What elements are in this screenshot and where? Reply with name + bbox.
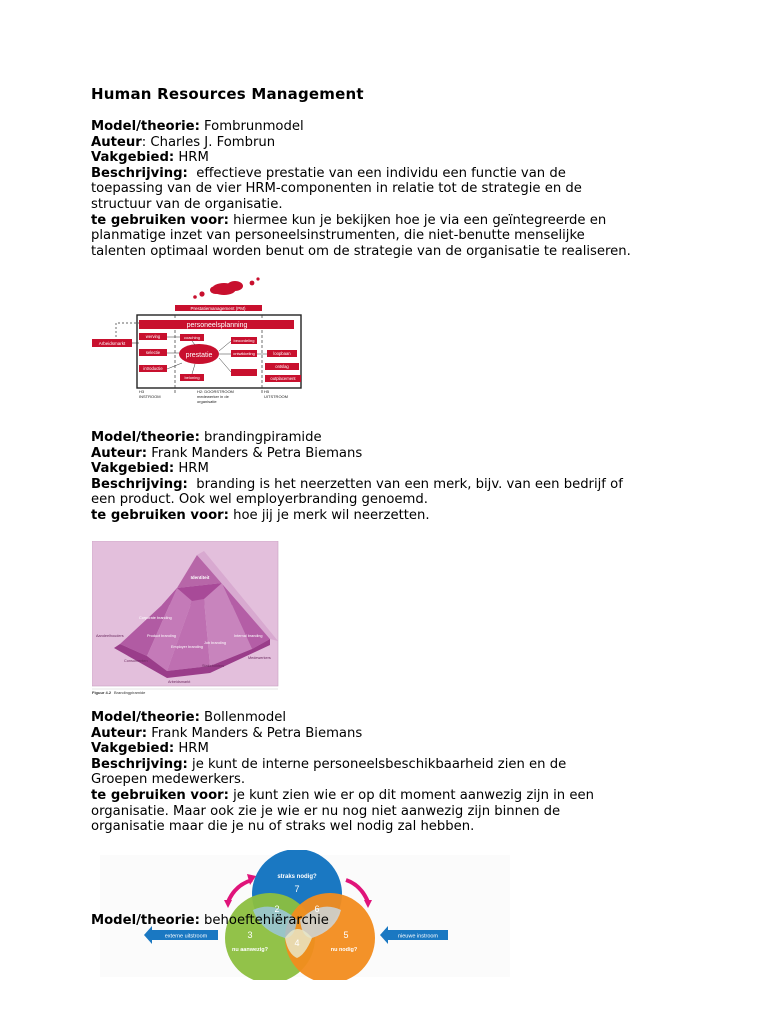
bottom-mid-label: H2: DOORSTROOM — [197, 389, 234, 394]
model-value: Bollenmodel — [204, 710, 287, 725]
inner-right-label: ontwikkeling — [233, 351, 255, 356]
use-line: organisatie maar die je nu of straks wel nodig zal hebben. — [91, 819, 475, 835]
audience-label: Consumenten — [124, 659, 148, 663]
region-number: 6 — [314, 904, 320, 914]
region-number: 2 — [274, 904, 280, 914]
right-box-label: outplacement — [270, 376, 296, 381]
segment-label: Corporate branding — [139, 616, 172, 620]
region-number: 4 — [294, 938, 300, 948]
segment-label: Product branding — [147, 634, 176, 638]
model-value: brandingpiramide — [204, 430, 322, 445]
field-value: HRM — [178, 150, 209, 166]
planning-label: personeelsplanning — [186, 322, 248, 329]
section-behoeftehierarchie — [91, 913, 691, 929]
author-value: Charles J. Fombrun — [146, 134, 276, 150]
cloud-icon — [193, 277, 259, 298]
description-line: een product. Ook wel employerbranding genoemd. — [91, 492, 428, 508]
author-value: Frank Manders & Petra Biemans — [151, 725, 363, 741]
description-label: Beschrijving: — [91, 165, 188, 181]
description-line: je kunt de interne personeelsbeschikbaarheid zien en de — [192, 756, 567, 772]
right-box-label: loopbaan — [273, 351, 291, 356]
inner-left-label: coaching — [183, 335, 201, 340]
use-line: organisatie. Maar ook zie je wie er nu nog niet aanwezig zijn binnen de — [91, 803, 561, 819]
description-line: toepassing van de vier HRM-componenten in relatie tot de strategie en de — [91, 181, 582, 197]
segment-label: Internal branding — [234, 634, 263, 638]
description-line: structuur van de organisatie. — [91, 196, 283, 212]
author-label: Auteur: — [91, 445, 148, 461]
audience-label: Medewerkers — [248, 656, 271, 660]
use-label: te gebruiken voor: — [91, 212, 229, 228]
inner-left-label: beloning — [184, 375, 200, 380]
author-value: Frank Manders & Petra Biemans — [151, 445, 363, 461]
model-value: behoeftehiërarchie — [204, 913, 329, 928]
model-label: Model/theorie: — [91, 913, 200, 928]
model-value: Fombrunmodel — [204, 119, 304, 134]
model-label: Model/theorie: — [91, 430, 200, 445]
branding-pyramid-figure — [92, 541, 279, 701]
bottom-left-label: H3 — [139, 389, 145, 394]
model-label: Model/theorie: — [91, 119, 200, 134]
field-label: Vakgebied: — [91, 150, 175, 166]
use-line: hiermee kun je bekijken hoe je via een geïntegreerde en — [233, 212, 607, 228]
description-line: Groepen medewerkers. — [91, 772, 246, 788]
description-label: Beschrijving: — [91, 756, 188, 772]
segment-label: Job branding — [204, 641, 226, 645]
author-label: Auteur: — [91, 725, 148, 741]
section-fombrun: Model/theorie: Fombrunmodel Auteur: Charles J. Fombrun Vakgebied: HRM Beschrijving: effectieve prestatie van een individu een functie van de toepassing van de vier HRM-componenten in relatie tot de strategie en de structuur van de organisatie. te gebruiken voor: hiermee kun je bekijken hoe je via een geïntegreerde en planmatige inzet van personeelsinstrumenten, die niet-benutte menselijke talenten optimaal worden benut om de strategie van de organisatie te realiseren. — [91, 119, 691, 259]
left-box-label: introductie — [143, 366, 163, 371]
author-label: Auteur — [91, 134, 142, 150]
use-line: talenten optimaal worden benut om de strategie van de organisatie te realiseren. — [91, 243, 631, 259]
left-arrow-label: externe uitstroom — [164, 933, 208, 940]
description-label: Beschrijving: — [91, 476, 188, 492]
region-number: 5 — [343, 930, 349, 940]
region-number: 3 — [247, 930, 253, 940]
description-line: branding is het neerzetten van een merk, bijv. van een bedrijf of — [196, 476, 623, 492]
center-label: prestatie — [185, 352, 213, 359]
field-value: HRM — [178, 461, 209, 477]
section-bollenmodel — [91, 710, 691, 835]
bottom-left-label: INSTROOM — [139, 394, 161, 399]
region-number: 7 — [294, 884, 300, 894]
bottom-right-label: UITSTROOM — [264, 394, 288, 399]
right-arrow-label: nieuwe instroom — [397, 933, 439, 940]
top-circle-label: straks nodig? — [277, 874, 317, 880]
page-title: Human Resources Management — [91, 85, 364, 103]
right-box-label: ontslag — [275, 364, 289, 369]
use-line: planmatige inzet van personeelsinstrumenten, die niet-benutte menselijke — [91, 228, 585, 244]
model-label: Model/theorie: — [91, 710, 200, 725]
audience-label: Stakeholders — [202, 664, 225, 668]
segment-label: Employer branding — [171, 645, 203, 649]
use-label: te gebruiken voor: — [91, 787, 229, 803]
section-brandingpiramide — [91, 430, 691, 524]
left-box-label: werving — [145, 334, 161, 339]
inner-right-label: beoordeling — [233, 338, 255, 343]
bottom-mid-label: medewerker in de — [197, 394, 229, 399]
field-value: HRM — [178, 741, 209, 757]
bottom-right-label: H5 — [264, 389, 270, 394]
description-line: effectieve prestatie van een individu een functie van de — [196, 165, 566, 181]
top-bar-label: Prestatiemanagement (PM) — [190, 306, 246, 311]
field-label: Vakgebied: — [91, 741, 175, 757]
figure-caption-number: Figuur 4.2 — [92, 690, 112, 695]
use-line: hoe jij je merk wil neerzetten. — [233, 507, 430, 523]
audience-label: Aandeelhouders — [96, 634, 124, 638]
left-box-label: selectie — [145, 350, 161, 355]
right-circle-label: nu nodig? — [330, 947, 358, 953]
use-label: te gebruiken voor: — [91, 507, 229, 523]
left-circle-label: nu aanwezig? — [231, 947, 269, 953]
audience-label: Arbeidsmarkt — [168, 680, 191, 684]
fombrun-diagram — [92, 275, 307, 410]
pyramid-top-label: Identiteit — [190, 575, 210, 580]
field-label: Vakgebied: — [91, 461, 175, 477]
arbeidsmarkt-label: Arbeidsmarkt — [98, 341, 126, 346]
use-line: je kunt zien wie er op dit moment aanwezig zijn in een — [233, 787, 594, 803]
figure-caption-text: Brandingpiramide — [114, 690, 146, 695]
bottom-mid-label: organisatie — [197, 399, 217, 404]
